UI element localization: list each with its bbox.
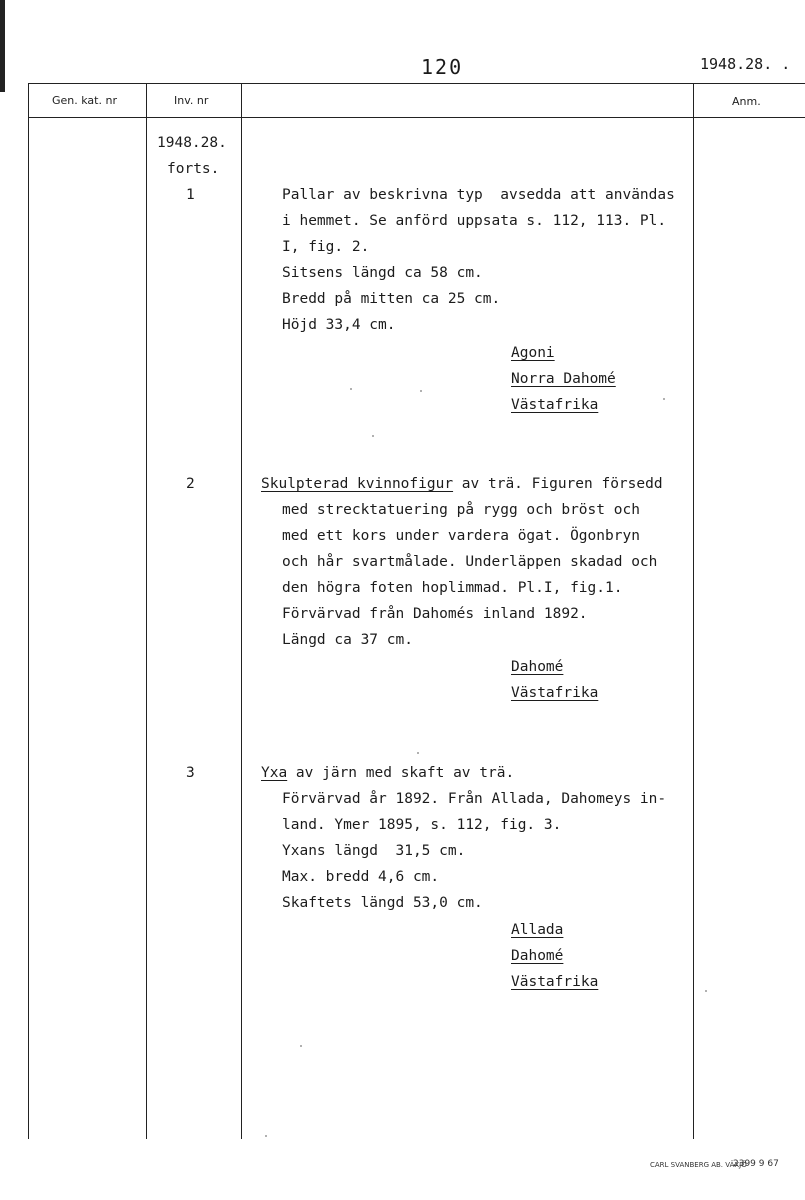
scan-speck	[350, 388, 352, 390]
entry-number: 2	[186, 476, 195, 492]
entry-first-line	[261, 760, 514, 786]
entry-text-line: Förvärvad år 1892. Från Allada, Dahomeys in-	[282, 791, 667, 807]
entry-text-line: I, fig. 2.	[282, 239, 370, 255]
page-number: 120	[421, 55, 464, 79]
location-tag: Agoni	[511, 345, 555, 361]
header-bottom-rule	[28, 117, 805, 118]
catalog-reference: 1948.28. .	[700, 55, 791, 73]
column-header-inv: Inv. nr	[174, 94, 209, 107]
entry-text-line: i hemmet. Se anförd uppsata s. 112, 113. Pl.	[282, 213, 667, 229]
scan-speck	[663, 398, 665, 400]
column-header-gen-kat: Gen. kat. nr	[52, 94, 117, 107]
entry-text-line: med strecktatuering på rygg och bröst och	[282, 502, 640, 518]
entry-number: 1	[186, 187, 195, 203]
scan-speck	[705, 990, 707, 992]
entry-text-line: och hår svartmålade. Underläppen skadad och	[282, 554, 658, 570]
location-tag: Norra Dahomé	[511, 371, 616, 387]
location-tag: Allada	[511, 922, 564, 938]
entry-text-line: med ett kors under vardera ögat. Ögonbryn	[282, 528, 640, 544]
continuation-number: 1948.28.	[157, 135, 227, 151]
left-page-edge	[28, 84, 29, 1139]
location-tag: Dahomé	[511, 948, 564, 964]
scan-speck	[300, 1045, 302, 1047]
column-header-anm: Anm.	[732, 95, 761, 108]
location-tag: Västafrika	[511, 974, 599, 990]
continuation-note: forts.	[167, 161, 220, 177]
scan-speck	[417, 752, 419, 754]
entry-text-line: Längd ca 37 cm.	[282, 632, 413, 648]
col-divider-gen-inv	[146, 84, 147, 1139]
entry-text-line: Höjd 33,4 cm.	[282, 317, 396, 333]
header-top-rule	[28, 83, 805, 84]
col-divider-inv-text	[241, 84, 242, 1139]
entry-number: 3	[186, 765, 195, 781]
entry-first-line	[261, 471, 663, 497]
entry-text-line: Skaftets längd 53,0 cm.	[282, 895, 483, 911]
location-tag: Västafrika	[511, 685, 599, 701]
printer-imprint: CARL SVANBERG AB. VÄXJÖ	[650, 1161, 747, 1169]
form-code: 2399 9 67	[733, 1159, 779, 1169]
left-margin-bar	[0, 0, 5, 92]
entry-text-line: land. Ymer 1895, s. 112, fig. 3.	[282, 817, 562, 833]
entry-text-line: Bredd på mitten ca 25 cm.	[282, 291, 501, 307]
entry-first-line-rest: av trä. Figuren försedd	[453, 476, 663, 492]
entry-text-line: den högra foten hoplimmad. Pl.I, fig.1.	[282, 580, 623, 596]
entry-title: Yxa	[261, 765, 288, 781]
entry-first-line-rest: av järn med skaft av trä.	[287, 765, 515, 781]
scan-speck	[265, 1135, 267, 1137]
entry-title: Skulpterad kvinnofigur	[261, 476, 454, 492]
location-tag: Dahomé	[511, 659, 564, 675]
entry-text-line: Pallar av beskrivna typ avsedda att användas	[282, 187, 675, 203]
scan-speck	[420, 390, 422, 392]
entry-text-line: Förvärvad från Dahomés inland 1892.	[282, 606, 588, 622]
entry-text-line: Sitsens längd ca 58 cm.	[282, 265, 483, 281]
location-tag: Västafrika	[511, 397, 599, 413]
entry-text-line: Yxans längd 31,5 cm.	[282, 843, 466, 859]
entry-text-line: Max. bredd 4,6 cm.	[282, 869, 440, 885]
scan-speck	[372, 435, 374, 437]
col-divider-text-anm	[693, 84, 694, 1139]
